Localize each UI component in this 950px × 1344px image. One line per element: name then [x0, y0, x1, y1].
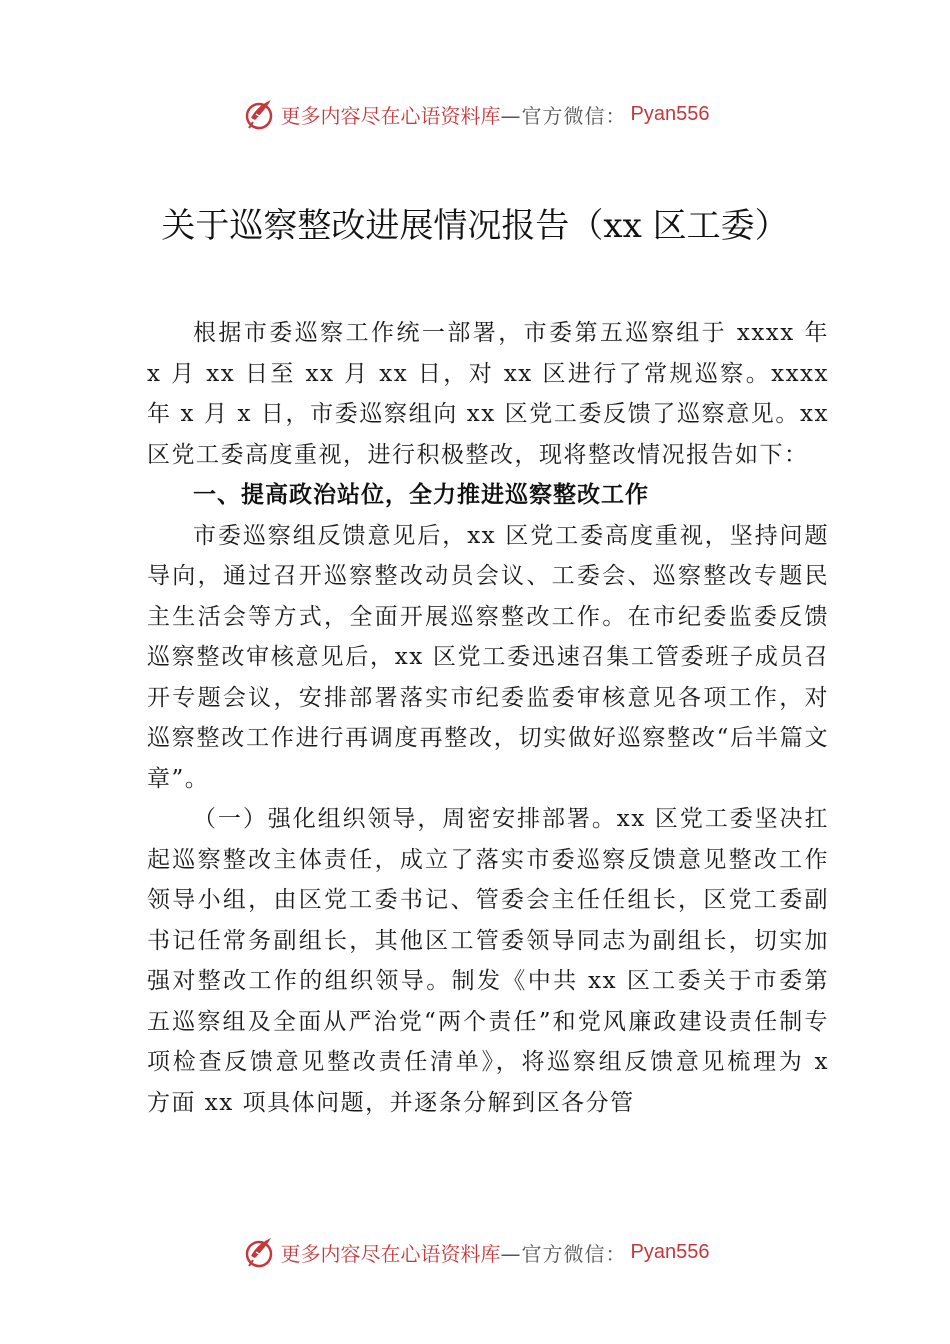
quill-logo-icon: [241, 96, 277, 132]
section-heading-1: 一、提高政治站位，全力推进巡察整改工作: [193, 482, 649, 508]
document-body: [147, 313, 829, 1123]
watermark-red-text: 更多内容尽在心语资料库: [280, 1241, 501, 1266]
watermark-gray-text: —官方微信：: [500, 103, 627, 128]
subsection-1-paragraph: （一）强化组织领导，周密安排部署。xx 区党工委坚决扛起巡察整改主体责任，成立了落实市委巡察反馈意见整改工作领导小组，由区党工委书记、管委会主任任组长，区党工委副书记任常务副组长，其他区工管委领导同志为副组长，切实加强对整改工作的组织领导。制发《中共 xx 区工委关于市委第五巡察组及全面从严治党“两个责任”和党风廉政建设责任制专项检查反馈意见整改责任清单》，将巡察组反馈意见梳理为 x 方面 xx 项具体问题，并逐条分解到区各分管: [147, 806, 829, 1116]
watermark-banner-bottom: [0, 1232, 950, 1272]
quill-logo-icon: [241, 1234, 277, 1270]
watermark-red-text: 更多内容尽在心语资料库: [280, 103, 501, 128]
watermark-wechat-id: Pyan556: [630, 1240, 710, 1263]
document-title: 关于巡察整改进展情况报告（xx 区工委）: [161, 206, 789, 246]
watermark-gray-text: —官方微信：: [500, 1241, 627, 1266]
section-1-paragraph: 市委巡察组反馈意见后，xx 区党工委高度重视，坚持问题导向，通过召开巡察整改动员会议、工委会、巡察整改专题民主生活会等方式，全面开展巡察整改工作。在市纪委监委反馈巡察整改审核意见后，xx 区党工委迅速召集工管委班子成员召开专题会议，安排部署落实市纪委监委审核意见各项工作，对巡察整改工作进行再调度再整改，切实做好巡察整改“后半篇文章”。: [147, 522, 829, 792]
watermark-banner-top: [0, 94, 950, 134]
watermark-wechat-id: Pyan556: [630, 102, 710, 125]
intro-paragraph: 根据市委巡察工作统一部署，市委第五巡察组于 xxxx 年 x 月 xx 日至 xx 月 xx 日，对 xx 区进行了常规巡察。xxxx 年 x 月 x 日，市委巡察组向 xx 区党工委反馈了巡察意见。xx 区党工委高度重视，进行积极整改，现将整改情况报告如下：: [147, 320, 829, 468]
